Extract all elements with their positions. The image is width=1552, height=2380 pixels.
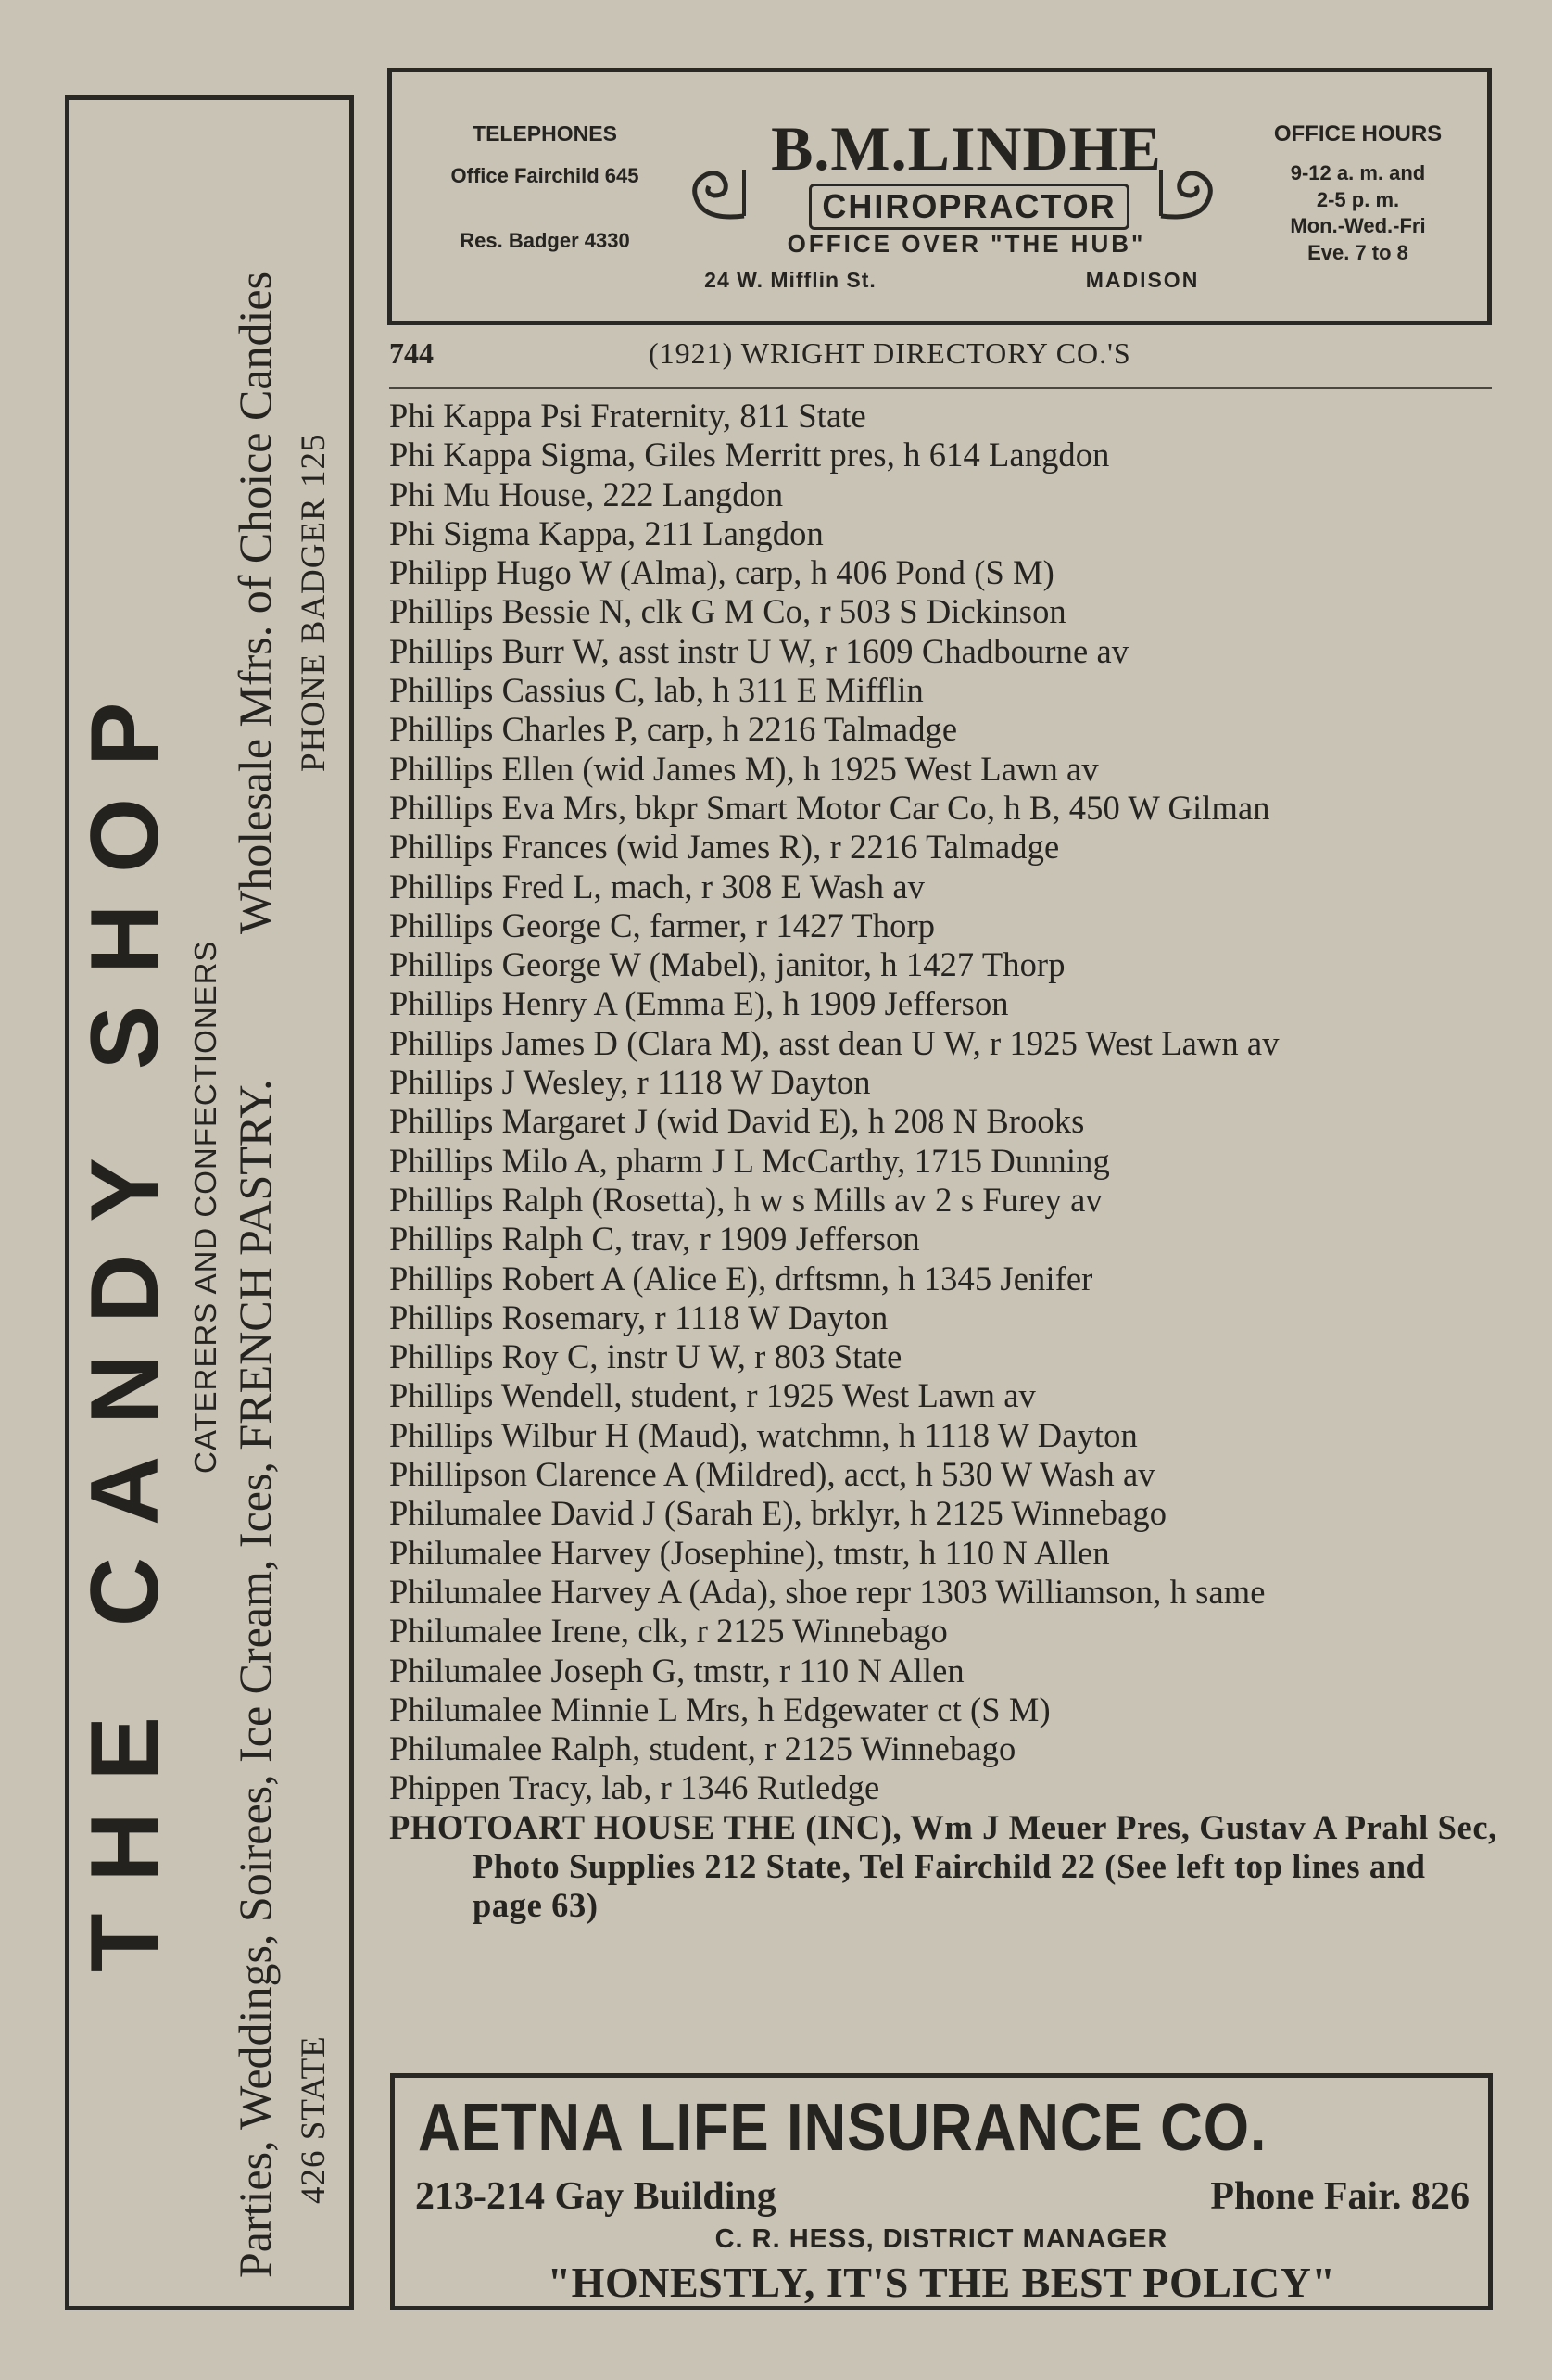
directory-entry: Phillips Margaret J (wid David E), h 208 N Brooks xyxy=(389,1102,1085,1141)
directory-entry: Phillips George C, farmer, r 1427 Thorp xyxy=(389,905,936,944)
directory-entry: Phillips Ralph C, trav, r 1909 Jefferson xyxy=(389,1220,920,1259)
directory-entry: Phillips Ellen (wid James M), h 1925 West Lawn av xyxy=(389,749,1099,788)
directory-entry: Philipp Hugo W (Alma), carp, h 406 Pond (S M) xyxy=(389,553,1054,592)
candy-shop-advertisement xyxy=(65,95,354,2310)
header-divider xyxy=(389,387,1492,389)
candy-shop-phone: PHONE BADGER 125 xyxy=(295,433,333,772)
office-hours-line: 9-12 a. m. and xyxy=(1290,161,1426,184)
directory-entry: Philumalee David J (Sarah E), brklyr, h 2125 Winnebago xyxy=(389,1494,1167,1533)
chiropractor-name: B.M.LINDHE xyxy=(771,113,1162,184)
scroll-ornament-right-icon xyxy=(1152,151,1235,225)
page-number: 744 xyxy=(389,336,434,370)
office-hours-label: OFFICE HOURS xyxy=(1273,121,1443,146)
aetna-advertisement xyxy=(390,2073,1493,2310)
running-head xyxy=(389,338,1492,375)
candy-shop-name: THE CANDY SHOP xyxy=(71,670,179,1972)
residence-phone: Res. Badger 4330 xyxy=(460,229,630,252)
directory-entry: Phillips Roy C, instr U W, r 803 State xyxy=(389,1337,902,1376)
candy-shop-rotated-content xyxy=(69,100,349,2306)
directory-entry: Phillips J Wesley, r 1118 W Dayton xyxy=(389,1063,871,1102)
profession-label: CHIROPRACTOR xyxy=(809,184,1129,230)
directory-entry: Phillips Fred L, mach, r 308 E Wash av xyxy=(389,867,926,905)
directory-entry: Phillips Milo A, pharm J L McCarthy, 1715 Dunning xyxy=(389,1141,1110,1180)
directory-entry: Philumalee Harvey A (Ada), shoe repr 1303 Williamson, h same xyxy=(389,1572,1266,1611)
directory-entry: Phillips George W (Mabel), janitor, h 1427 Thorp xyxy=(389,945,1066,984)
directory-entry: Philumalee Joseph G, tmstr, r 110 N Allen xyxy=(389,1651,965,1690)
aetna-slogan: "HONESTLY, IT'S THE BEST POLICY" xyxy=(547,2259,1336,2306)
aetna-name: AETNA LIFE INSURANCE CO. xyxy=(418,2091,1268,2165)
directory-entry: Phi Mu House, 222 Langdon xyxy=(389,475,784,513)
directory-entry: Phillips Burr W, asst instr U W, r 1609 Chadbourne av xyxy=(389,631,1129,670)
telephones-label: TELEPHONES xyxy=(473,121,617,146)
directory-entry: Phi Kappa Sigma, Giles Merritt pres, h 614 Langdon xyxy=(389,436,1110,475)
directory-entry: Phillips James D (Clara M), asst dean U W, r 1925 West Lawn av xyxy=(389,1023,1280,1062)
office-street: 24 W. Mifflin St. xyxy=(704,268,877,292)
office-hours-line: 2-5 p. m. xyxy=(1316,188,1400,211)
chiropractor-advertisement xyxy=(387,68,1492,325)
office-city: MADISON xyxy=(1085,268,1200,292)
directory-entry: Phillips Rosemary, r 1118 W Dayton xyxy=(389,1298,889,1336)
directory-entry: Phillips Robert A (Alice E), drftsmn, h 1345 Jenifer xyxy=(389,1259,1093,1298)
directory-entry: Philumalee Minnie L Mrs, h Edgewater ct (S M) xyxy=(389,1690,1051,1728)
candy-shop-address: 426 STATE xyxy=(295,2035,333,2204)
directory-entry: Phillips Bessie N, clk G M Co, r 503 S Dickinson xyxy=(389,592,1066,631)
directory-entry: Phillips Cassius C, lab, h 311 E Mifflin xyxy=(389,671,924,710)
directory-entry: Phillips Henry A (Emma E), h 1909 Jefferson xyxy=(389,984,1009,1023)
office-hours-line: Mon.-Wed.-Fri xyxy=(1290,214,1426,237)
directory-entry: Phillips Wilbur H (Maud), watchmn, h 1118 W Dayton xyxy=(389,1415,1138,1454)
candy-shop-caterers: CATERERS AND CONFECTIONERS xyxy=(188,940,222,1474)
directory-entry: Phillipson Clarence A (Mildred), acct, h 530 W Wash av xyxy=(389,1455,1155,1494)
aetna-manager: C. R. HESS, DISTRICT MANAGER xyxy=(714,2224,1168,2254)
candy-shop-services: Parties, Weddings, Soirees, Ice Cream, Ices, FRENCH PASTRY. xyxy=(229,1079,281,2278)
directory-entry: Phillips Eva Mrs, bkpr Smart Motor Car Co, h B, 450 W Gilman xyxy=(389,788,1270,827)
directory-entry: Phi Kappa Psi Fraternity, 811 State xyxy=(389,397,866,435)
directory-entry: Phillips Ralph (Rosetta), h w s Mills av 2 s Furey av xyxy=(389,1180,1103,1219)
aetna-address: 213-214 Gay Building xyxy=(415,2175,776,2218)
candy-shop-wholesale: Wholesale Mfrs. of Choice Candies xyxy=(229,271,281,934)
directory-entry: Philumalee Irene, clk, r 2125 Winnebago xyxy=(389,1612,948,1651)
office-phone: Office Fairchild 645 xyxy=(450,164,639,187)
directory-entries xyxy=(389,397,1501,1926)
directory-entry: PHOTOART HOUSE THE (INC), Wm J Meuer Pres, Gustav A Prahl Sec, Photo Supplies 212 State, Tel Fairchild 22 (See left top lines and page 63) xyxy=(389,1807,1497,1925)
directory-entry: Philumalee Harvey (Josephine), tmstr, h 110 N Allen xyxy=(389,1533,1110,1572)
directory-entry: Phillips Charles P, carp, h 2216 Talmadge xyxy=(389,710,958,749)
directory-entry: Philumalee Ralph, student, r 2125 Winnebago xyxy=(389,1729,1016,1768)
running-head-title: (1921) WRIGHT DIRECTORY CO.'S xyxy=(649,336,1131,370)
office-hours-line: Eve. 7 to 8 xyxy=(1307,241,1408,264)
profession-banner xyxy=(744,184,1189,230)
aetna-phone: Phone Fair. 826 xyxy=(1210,2175,1470,2218)
directory-entry: Phillips Frances (wid James R), r 2216 Talmadge xyxy=(389,828,1060,867)
directory-entry: Phippen Tracy, lab, r 1346 Rutledge xyxy=(389,1768,880,1807)
directory-entry: Phi Sigma Kappa, 211 Langdon xyxy=(389,513,824,552)
directory-entry: Phillips Wendell, student, r 1925 West Lawn av xyxy=(389,1376,1036,1415)
office-location: OFFICE OVER "THE HUB" xyxy=(787,230,1146,258)
scroll-ornament-left-icon xyxy=(670,151,753,225)
